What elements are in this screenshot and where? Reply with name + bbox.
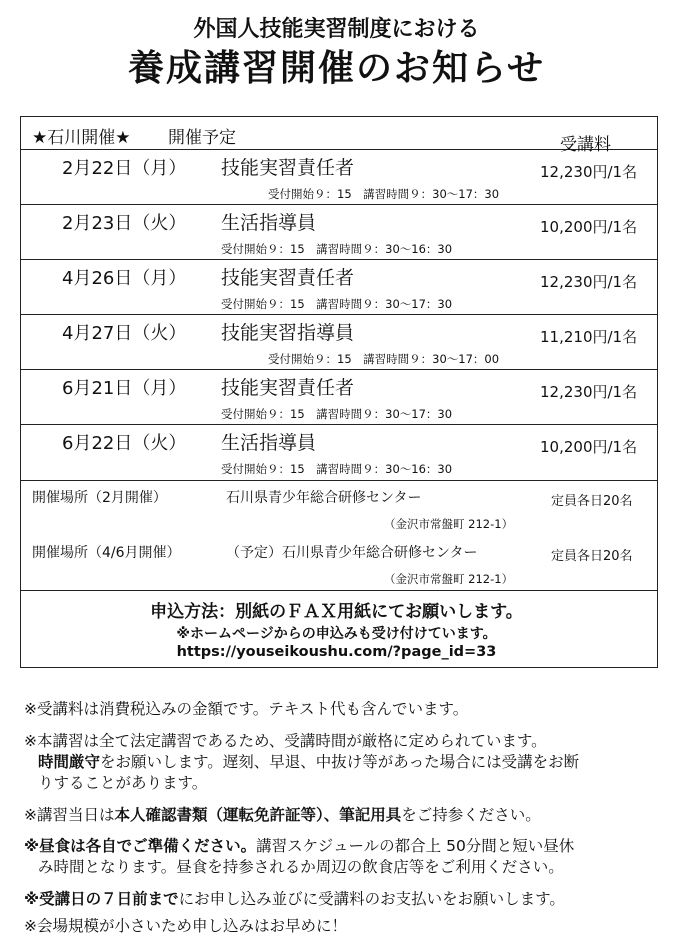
note-fee: ※受講料は消費税込みの金額です。テキスト代も含んでいます。 (24, 700, 469, 718)
session-course: 生活指導員 (221, 432, 317, 454)
session-course: 技能実習責任者 (221, 267, 355, 289)
note-lunch-line2: み時間となります。昼食を持参されるか周辺の飲食店等をご利用ください。 (38, 858, 564, 876)
divider (20, 369, 658, 370)
note-legal-line3: りすることがあります。 (38, 774, 208, 792)
page-title: 養成講習開催のお知らせ (128, 48, 545, 89)
venue-name: 石川県青少年総合研修センター (226, 490, 422, 506)
session-fee: 12,230円/1名 (540, 273, 638, 291)
session-date: 2月22日（月） (62, 158, 187, 179)
divider (20, 204, 658, 205)
venue-name: （予定）石川県青少年総合研修センター (226, 545, 478, 561)
session-fee: 12,230円/1名 (540, 163, 638, 181)
session-course: 技能実習指導員 (221, 322, 355, 344)
fee-header: 受講料 (560, 135, 611, 155)
region-label: ★石川開催★ (32, 128, 131, 148)
application-url[interactable]: https://youseikoushu.com/?page_id=33 (176, 644, 497, 660)
note-legal: ※本講習は全て法定講習であるため、受講時間が厳格に定められています。 (24, 732, 547, 750)
application-method: 申込方法：別紙のＦＡＸ用紙にてお願いします。 (150, 602, 523, 622)
session-time: 受付開始９：15 講習時間９：30～17：30 (221, 297, 453, 311)
session-fee: 10,200円/1名 (540, 438, 638, 456)
page-subtitle: 外国人技能実習制度における (193, 17, 480, 42)
planned-label: 開催予定 (168, 128, 236, 148)
session-time: 受付開始９：15 講習時間９：30～17：00 (268, 352, 500, 366)
note-deadline: ※受講日の７日前までにお申し込み並びに受講料のお支払いをお願いします。 (24, 890, 565, 908)
note-lunch: ※昼食は各自でご準備ください。講習スケジュールの都合上 50分間と短い昼休 (24, 837, 575, 855)
session-course: 生活指導員 (221, 212, 317, 234)
venue-capacity: 定員各日20名 (551, 549, 633, 564)
session-time: 受付開始９：15 講習時間９：30～16：30 (221, 462, 453, 476)
divider (20, 314, 658, 315)
session-date: 4月26日（月） (62, 268, 187, 289)
note-items: ※講習当日は本人確認書類（運転免許証等）、筆記用具をご持参ください。 (24, 806, 541, 824)
venue-address: （金沢市常盤町 212-1） (384, 572, 514, 586)
note-legal-line2: 時間厳守をお願いします。遅刻、早退、中抜け等があった場合には受講をお断 (38, 753, 580, 771)
session-fee: 10,200円/1名 (540, 218, 638, 236)
venue-label: 開催場所（2月開催） (32, 490, 167, 506)
note-early: ※会場規模が小さいため申し込みはお早めに！ (24, 917, 347, 935)
divider (20, 480, 658, 481)
session-date: 6月22日（火） (62, 433, 187, 454)
divider (20, 590, 658, 591)
session-date: 2月23日（火） (62, 213, 187, 234)
session-date: 4月27日（火） (62, 323, 187, 344)
application-web-note: ※ホームページからの申込みも受け付けています。 (176, 626, 497, 642)
venue-address: （金沢市常盤町 212-1） (384, 517, 514, 531)
session-course: 技能実習責任者 (221, 377, 355, 399)
session-time: 受付開始９：15 講習時間９：30～17：30 (268, 187, 500, 201)
session-fee: 12,230円/1名 (540, 383, 638, 401)
divider (20, 259, 658, 260)
venue-label: 開催場所（4/6月開催） (32, 545, 181, 561)
session-fee: 11,210円/1名 (540, 328, 638, 346)
session-time: 受付開始９：15 講習時間９：30～17：30 (221, 407, 453, 421)
session-date: 6月21日（月） (62, 378, 187, 399)
session-time: 受付開始９：15 講習時間９：30～16：30 (221, 242, 453, 256)
divider (20, 424, 658, 425)
venue-capacity: 定員各日20名 (551, 494, 633, 509)
session-course: 技能実習責任者 (221, 157, 355, 179)
